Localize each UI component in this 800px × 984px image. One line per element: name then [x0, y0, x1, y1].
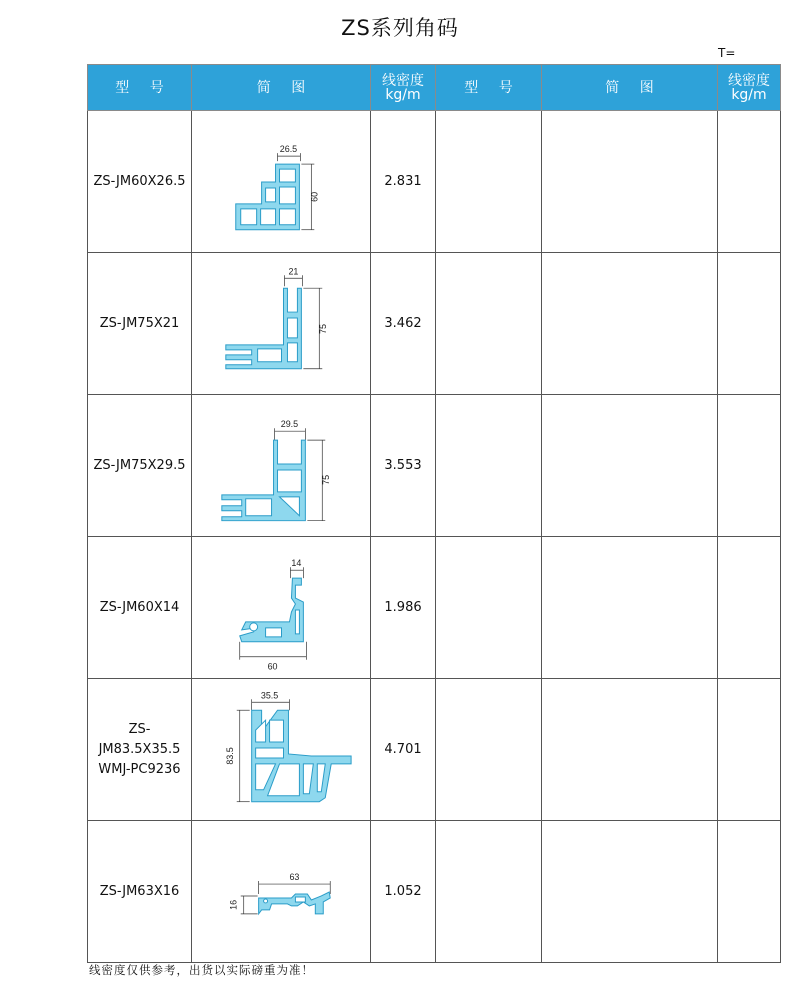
header-drawing-2: 简 图: [542, 65, 718, 111]
profile-drawing: [192, 254, 370, 393]
model-name: ZS-JM75X21: [99, 315, 180, 331]
dim-width: 63: [289, 872, 300, 883]
dim-width: 26.5: [279, 144, 298, 155]
empty-cell: [436, 679, 542, 821]
dim-width: 21: [288, 266, 299, 277]
empty-cell: [718, 395, 781, 537]
empty-cell: [436, 821, 542, 963]
header-model: 型 号: [88, 65, 192, 111]
empty-cell: [436, 537, 542, 679]
model-cell: [88, 253, 192, 395]
dim-height: 75: [318, 323, 329, 334]
empty-cell: [718, 821, 781, 963]
drawing-cell: [192, 253, 371, 395]
model-cell: [88, 111, 192, 253]
profile-spec-table: [87, 64, 781, 963]
model-name: ZS-JM60X26.5: [93, 173, 186, 189]
model-name: ZS-JM63X16: [99, 883, 180, 899]
header-density-unit-2: kg/m: [731, 86, 767, 103]
table-row: [88, 253, 781, 395]
empty-cell: [718, 253, 781, 395]
dim-height: 60: [309, 191, 320, 202]
dim-width: 29.5: [280, 419, 299, 430]
empty-cell: [542, 537, 718, 679]
empty-cell: [718, 679, 781, 821]
model-name: ZS-JM60X14: [99, 599, 180, 615]
model-name: ZS-JM75X29.5: [93, 457, 186, 473]
table-row: [88, 537, 781, 679]
profile-drawing: [192, 680, 370, 819]
empty-cell: [436, 253, 542, 395]
dim-width: 14: [291, 558, 302, 569]
table-row: [88, 395, 781, 537]
table-row: [88, 111, 781, 253]
drawing-cell: [192, 679, 371, 821]
model-cell: [88, 821, 192, 963]
empty-cell: [542, 821, 718, 963]
empty-cell: [718, 111, 781, 253]
drawing-cell: [192, 395, 371, 537]
dim-width: 35.5: [260, 690, 279, 701]
empty-cell: [436, 111, 542, 253]
model-name: ZS-JM83.5X35.5: [98, 721, 181, 757]
header-density-label: 线密度: [382, 72, 424, 89]
profile-drawing: [192, 822, 370, 961]
density-cell: 3.462: [371, 253, 436, 395]
drawing-cell: [192, 537, 371, 679]
dim-height: 75: [321, 474, 332, 485]
empty-cell: [436, 395, 542, 537]
profile-drawing: [192, 396, 370, 535]
header-density-2: [718, 65, 781, 111]
header-density-unit: kg/m: [385, 86, 421, 103]
page-title: ZS系列角码: [341, 16, 459, 40]
model-cell: [88, 395, 192, 537]
density-cell: 1.986: [371, 537, 436, 679]
empty-cell: [542, 253, 718, 395]
header-density-label-2: 线密度: [728, 72, 770, 89]
empty-cell: [542, 395, 718, 537]
table-header-row: [88, 65, 781, 111]
drawing-cell: [192, 111, 371, 253]
model-cell: [88, 537, 192, 679]
header-density: [371, 65, 436, 111]
footer-note: 线密度仅供参考，出货以实际磅重为准！: [89, 963, 314, 977]
empty-cell: [542, 679, 718, 821]
dim-height: 16: [228, 899, 239, 910]
table-row: [88, 821, 781, 963]
density-cell: 2.831: [371, 111, 436, 253]
dim-height: 60: [267, 661, 278, 672]
density-cell: 3.553: [371, 395, 436, 537]
density-cell: 4.701: [371, 679, 436, 821]
model-name-alt: WMJ-PC9236: [98, 761, 181, 777]
header-model-2: 型 号: [436, 65, 542, 111]
empty-cell: [718, 537, 781, 679]
empty-cell: [542, 111, 718, 253]
dim-height: 83.5: [224, 747, 235, 765]
table-row: [88, 679, 781, 821]
drawing-cell: [192, 821, 371, 963]
tolerance-mark: T=: [718, 46, 736, 60]
profile-drawing: [192, 112, 370, 251]
model-cell: [88, 679, 192, 821]
profile-drawing: [192, 538, 370, 677]
density-cell: 1.052: [371, 821, 436, 963]
header-drawing: 简 图: [192, 65, 371, 111]
